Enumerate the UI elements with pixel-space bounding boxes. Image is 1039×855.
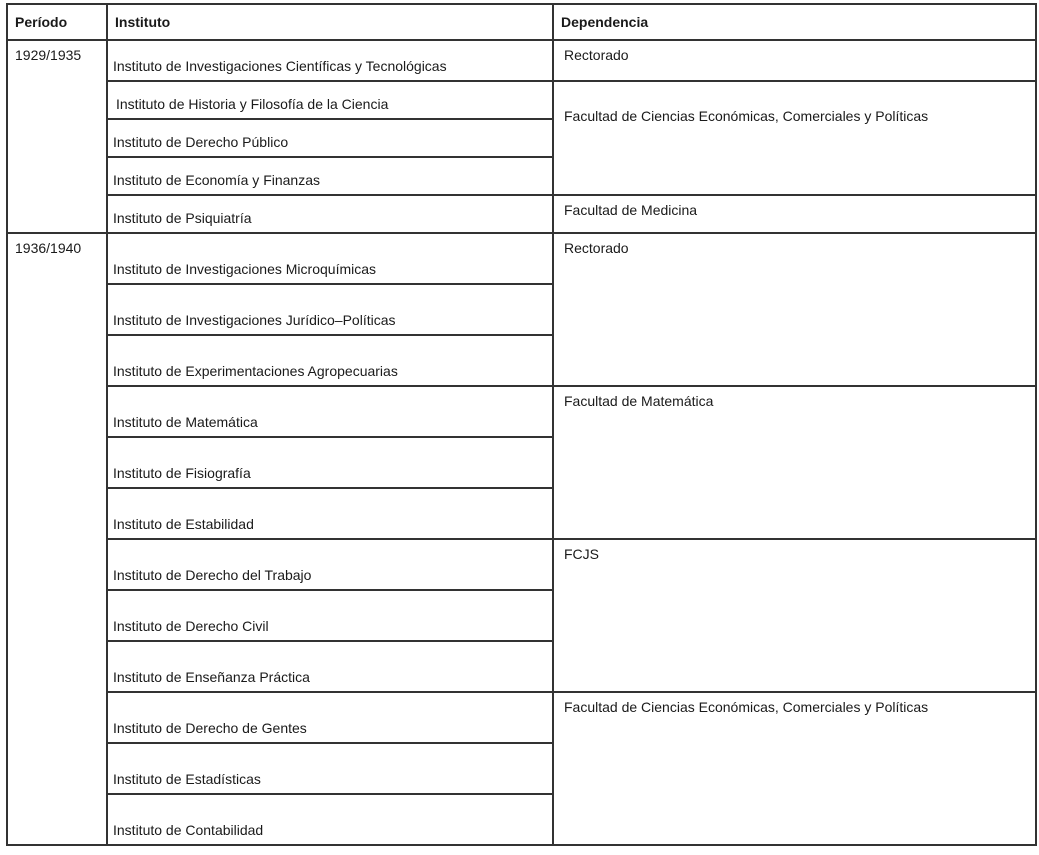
table-row [7, 692, 1036, 743]
table-row [7, 81, 1036, 119]
instituto-cell: Instituto de Experimentaciones Agropecuarias [107, 335, 553, 386]
header-dependencia: Dependencia [553, 4, 1036, 40]
table-row [7, 386, 1036, 437]
instituto-cell: Instituto de Estabilidad [107, 488, 553, 539]
table-row [7, 539, 1036, 590]
dependencia-cell: Facultad de Medicina [553, 195, 1036, 233]
table-row [7, 195, 1036, 233]
header-instituto: Instituto [107, 4, 553, 40]
instituto-cell: Instituto de Derecho Público [107, 119, 553, 157]
dependencia-cell: Facultad de Ciencias Económicas, Comerciales y Políticas [553, 81, 1036, 195]
instituto-cell: Instituto de Matemática [107, 386, 553, 437]
table-row [7, 40, 1036, 81]
dependencia-cell: Rectorado [553, 233, 1036, 386]
instituto-cell: Instituto de Investigaciones Científicas y Tecnológicas [107, 40, 553, 81]
period-cell: 1936/1940 [7, 233, 107, 845]
dependencia-cell: Facultad de Ciencias Económicas, Comerciales y Políticas [553, 692, 1036, 845]
instituto-cell: Instituto de Derecho del Trabajo [107, 539, 553, 590]
instituto-cell: Instituto de Historia y Filosofía de la Ciencia [107, 81, 553, 119]
dependencia-cell: FCJS [553, 539, 1036, 692]
table-row [7, 233, 1036, 284]
dependencia-cell: Facultad de Matemática [553, 386, 1036, 539]
header-periodo: Período [7, 4, 107, 40]
institutes-table [6, 3, 1037, 846]
instituto-cell: Instituto de Derecho de Gentes [107, 692, 553, 743]
instituto-cell: Instituto de Psiquiatría [107, 195, 553, 233]
period-cell: 1929/1935 [7, 40, 107, 233]
instituto-cell: Instituto de Fisiografía [107, 437, 553, 488]
instituto-cell: Instituto de Investigaciones Microquímicas [107, 233, 553, 284]
instituto-cell: Instituto de Contabilidad [107, 794, 553, 845]
instituto-cell: Instituto de Investigaciones Jurídico–Políticas [107, 284, 553, 335]
instituto-cell: Instituto de Economía y Finanzas [107, 157, 553, 195]
header-row [7, 4, 1036, 40]
instituto-cell: Instituto de Derecho Civil [107, 590, 553, 641]
instituto-cell: Instituto de Enseñanza Práctica [107, 641, 553, 692]
dependencia-cell: Rectorado [553, 40, 1036, 81]
instituto-cell: Instituto de Estadísticas [107, 743, 553, 794]
